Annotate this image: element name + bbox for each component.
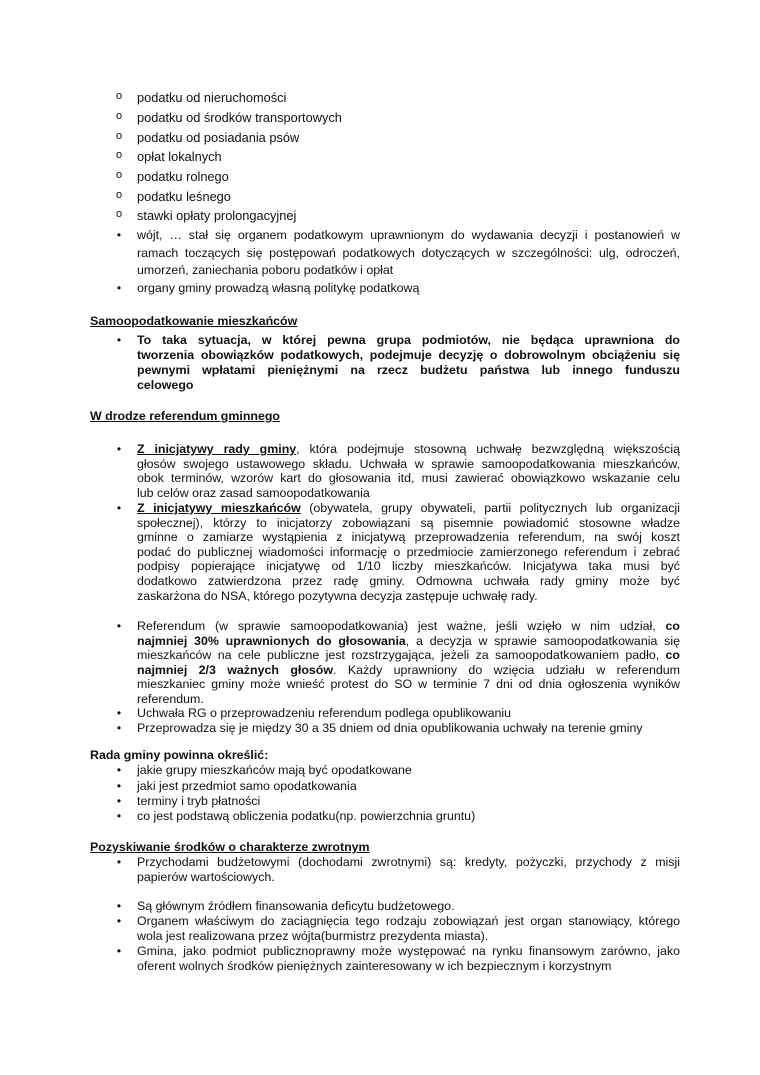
text-line: Uchwała RG o przeprowadzeniu referendum podlega opublikowaniu <box>137 706 512 720</box>
text-line: dodatkowo zatwierdzona przez radę gminy. Odmowna uchwała rady gminy może być <box>137 574 680 588</box>
bullet-icon: • <box>116 779 122 793</box>
circle-bullet-icon: o <box>115 110 123 122</box>
text-line <box>137 442 680 458</box>
circle-bullet-icon: o <box>115 149 123 161</box>
text-span: mieszkańców na cele publiczne jest rozstrzygająca, jeżeli za samoopodatkowaniem padło, <box>137 648 666 663</box>
text-line: Przychodami budżetowymi (dochodami zwrotnymi) są: kredyty, pożyczki, przychody z misji <box>137 855 680 869</box>
section-heading: Pozyskiwanie środków o charakterze zwrotnym <box>90 840 370 854</box>
text-line: Organem właściwym do zaciągnięcia tego rodzaju zobowiązań jest organ stanowiący, którego <box>137 914 680 928</box>
text-line: Przeprowadza się je między 30 a 35 dniem od dnia opublikowania uchwały na terenie gminy <box>137 721 643 735</box>
text-line: podatku od środków transportowych <box>137 110 342 125</box>
bullet-icon: • <box>116 794 122 808</box>
text-span: , która podejmuje stosowną uchwałę bezwzględną większością <box>296 442 680 456</box>
text-line: referendum. <box>137 692 204 706</box>
emphasis-text: najmniej 30% uprawnionych do głosowania <box>137 633 406 648</box>
bullet-icon: • <box>116 619 122 633</box>
text-line: papierów wartościowych. <box>137 870 275 884</box>
text-line: wójt, … stał się organem podatkowym uprawnionym do wydawania decyzji i postanowień w <box>137 228 680 242</box>
bullet-icon: • <box>116 944 122 958</box>
text-line: wola jest realizowana przez wójta(burmistrz prezydenta miasta). <box>137 929 489 943</box>
circle-bullet-icon: o <box>115 90 123 102</box>
bullet-icon: • <box>116 281 122 295</box>
bullet-icon: • <box>116 721 122 735</box>
circle-bullet-icon: o <box>115 130 123 142</box>
text-line: co jest podstawą obliczenia podatku(np. powierzchnia gruntu) <box>137 809 476 823</box>
text-line: zaskarżona do NSA, którego pozytywna decyzja zastępuje uchwałę rady. <box>137 588 538 603</box>
text-line: lub celów oraz zasad samoopodatkowania <box>137 485 370 500</box>
bullet-icon: • <box>116 333 122 347</box>
text-line: umorzeń, zaniechania poboru podatków i opłat <box>137 263 394 277</box>
bullet-icon: • <box>116 809 122 823</box>
section-heading: W drodze referendum gminnego <box>90 409 280 423</box>
bullet-icon: • <box>116 706 122 720</box>
text-line: jakie grupy mieszkańców mają być opodatkowane <box>137 763 412 777</box>
text-line: opłat lokalnych <box>137 149 222 164</box>
text-line: podać do publicznej wiadomości informację o przedmiocie zamierzonego referendum i zebrać <box>137 544 680 559</box>
text-line: Są głównym źródłem finansowania deficytu budżetowego. <box>137 899 455 913</box>
emphasis-text: najmniej 2/3 ważnych głosów <box>137 662 333 677</box>
circle-bullet-icon: o <box>115 208 123 220</box>
bullet-icon: • <box>116 501 122 515</box>
bullet-icon: • <box>116 855 122 869</box>
bullet-icon: • <box>116 899 122 913</box>
text-line: gminne o zamiarze wystąpienia z inicjatywą przeprowadzenia referendum, na swój koszt <box>137 530 680 545</box>
text-line: jaki jest przedmiot samo opodatkowania <box>137 779 357 793</box>
text-line <box>137 619 680 635</box>
text-line: podpisy popierające inicjatywę od 1/10 liczby mieszkańców. Inicjatywa taka musi być <box>137 559 680 574</box>
text-line: To taka sytuacja, w której pewna grupa podmiotów, nie będąca uprawniona do <box>137 333 680 347</box>
text-line <box>137 663 680 679</box>
text-line: stawki opłaty prolongacyjnej <box>137 208 297 223</box>
text-line: Gmina, jako podmiot publicznoprawny może występować na rynku finansowym zarówno, jako <box>137 944 680 958</box>
text-line: głosów swojego ustawowego składu. Uchwała w sprawie samoopodatkowania mieszkańców, <box>137 456 680 471</box>
text-span: Referendum (w sprawie samoopodatkowania) jest ważne, jeśli wzięło w nim udział, <box>137 619 666 633</box>
emphasis-text: co <box>665 648 680 663</box>
emphasis-text: Z inicjatywy rady gminy <box>137 442 297 456</box>
text-line: podatku leśnego <box>137 189 231 204</box>
text-line: organy gminy prowadzą własną politykę podatkową <box>137 281 420 295</box>
text-line: podatku rolnego <box>137 169 229 184</box>
text-span: . Każdy uprawniony do wzięcia udziału w referendum <box>333 662 680 677</box>
emphasis-text: Z inicjatywy mieszkańców <box>137 501 301 515</box>
text-line: podatku od posiadania psów <box>137 130 300 145</box>
text-line: ramach toczących się postępowań podatkowych dotyczących w szczególności: ulg, odroczeń, <box>137 245 680 260</box>
section-heading: Samoopodatkowanie mieszkańców <box>90 314 298 328</box>
text-line: celowego <box>137 378 194 392</box>
section-heading: Rada gminy powinna określić: <box>90 748 269 762</box>
bullet-icon: • <box>116 914 122 928</box>
text-line: mieszkaniec gminy może wnieść protest do SO w terminie 7 dni od dnia ogłoszenia wyników <box>137 677 680 692</box>
emphasis-text: co <box>665 619 680 633</box>
text-line <box>137 501 680 517</box>
bullet-icon: • <box>116 442 122 456</box>
text-span: (obywatela, grupy obywateli, partii politycznych lub organizacji <box>300 501 680 515</box>
text-line <box>137 648 680 664</box>
circle-bullet-icon: o <box>115 169 123 181</box>
text-line: terminy i tryb płatności <box>137 794 261 808</box>
text-line <box>137 634 680 650</box>
text-line: oferent wolnych środków pieniężnych zainteresowany w ich bezpiecznym i korzystnym <box>137 959 612 973</box>
circle-bullet-icon: o <box>115 189 123 201</box>
text-line: pewnymi wpłatami pieniężnymi na rzecz budżetu państwa lub innego funduszu <box>137 363 680 377</box>
text-line: podatku od nieruchomości <box>137 90 287 105</box>
bullet-icon: • <box>116 763 122 777</box>
text-span: , a decyzja w sprawie samoopodatkowania się <box>405 633 680 648</box>
text-line: społecznej), którzy to inicjatorzy zobowiązani są pisemnie powiadomić stosowne władze <box>137 515 680 530</box>
text-line: obok terminów, wzorów kart do głosowania itd, musi zawierać obowiązkowo wskazanie celu <box>137 471 680 486</box>
bullet-icon: • <box>116 228 122 242</box>
text-line: tworzenia obowiązków podatkowych, podejmuje decyzję o dobrowolnym obciążeniu się <box>137 348 680 362</box>
